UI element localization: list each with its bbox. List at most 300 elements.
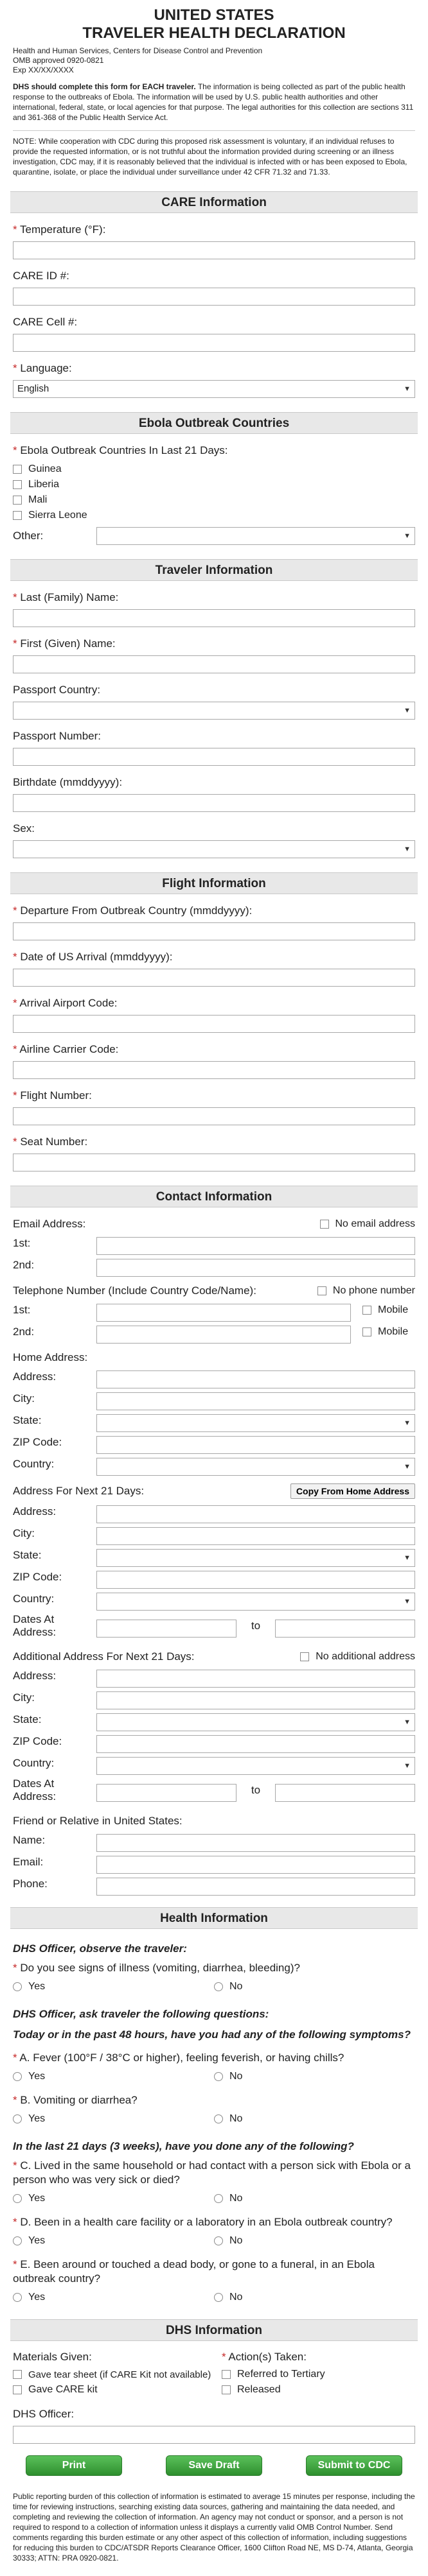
home-address-subhead bbox=[13, 1351, 415, 1364]
required-marker: * bbox=[13, 637, 21, 650]
divider bbox=[13, 130, 415, 131]
first-name-label: First (Given) Name: bbox=[20, 637, 116, 650]
temperature-input[interactable] bbox=[13, 241, 415, 259]
next21-date-from-input[interactable] bbox=[96, 1620, 236, 1638]
checkbox[interactable] bbox=[362, 1327, 371, 1336]
last-name-field bbox=[13, 591, 415, 627]
required-marker: * bbox=[13, 951, 21, 963]
checkbox[interactable] bbox=[13, 480, 22, 489]
print-button[interactable]: Print bbox=[26, 2455, 122, 2476]
instruction-bold: DHS should complete this form for EACH traveler. bbox=[13, 82, 196, 91]
row-label: Country: bbox=[13, 1593, 55, 1605]
next21-city-row bbox=[13, 1525, 415, 1543]
mobile-label: Mobile bbox=[378, 1304, 409, 1315]
care-id-field bbox=[13, 269, 415, 306]
question-c bbox=[13, 2159, 415, 2187]
additional-zip-row bbox=[13, 1733, 415, 1750]
page-header bbox=[13, 0, 415, 177]
form-title: TRAVELER HEALTH DECLARATION bbox=[82, 24, 346, 42]
row-label: Address: bbox=[13, 1505, 57, 1517]
no-label: No bbox=[229, 1981, 243, 1992]
mobile-label: Mobile bbox=[378, 1326, 409, 1337]
departure-label: Departure From Outbreak Country (mmddyyyy): bbox=[20, 904, 253, 917]
arrival-date-input[interactable] bbox=[13, 969, 415, 987]
seat-input[interactable] bbox=[13, 1154, 415, 1171]
phone-1-input[interactable] bbox=[96, 1304, 351, 1322]
to-label: to bbox=[251, 1784, 261, 1796]
instruction-text: The information is being collected as part of the public health response to the outbreaks of Ebola. The information will be used by U.S. public health authorities and other international, federal, state, or local agencies for that purpose. The legal authorities for this collection are sections 311 and 361-368 of the Public Health Service Act. bbox=[13, 82, 414, 122]
additional-address-input[interactable] bbox=[96, 1670, 415, 1688]
a-yes-option[interactable] bbox=[13, 2071, 214, 2082]
row-label: 2nd: bbox=[13, 1259, 35, 1271]
row-label: 2nd: bbox=[13, 1326, 35, 1338]
copy-home-address-button[interactable]: Copy From Home Address bbox=[290, 1483, 415, 1499]
row-label: Email: bbox=[13, 1856, 44, 1868]
friend-email-input[interactable] bbox=[96, 1856, 415, 1874]
checkbox[interactable] bbox=[13, 465, 22, 474]
next21-date-to-input[interactable] bbox=[275, 1620, 415, 1638]
chevron-down-icon: ▼ bbox=[404, 845, 411, 853]
row-label: 1st: bbox=[13, 1304, 31, 1316]
additional-address-row bbox=[13, 1667, 415, 1685]
temperature-label: Temperature (°F): bbox=[20, 223, 106, 236]
country-title: UNITED STATES bbox=[154, 6, 274, 24]
passport-number-field bbox=[13, 729, 415, 766]
no-additional-option[interactable] bbox=[300, 1651, 415, 1663]
care-kit-option[interactable] bbox=[13, 2382, 214, 2398]
checkbox[interactable] bbox=[362, 1306, 371, 1315]
row-label: Name: bbox=[13, 1834, 46, 1846]
temperature-field bbox=[13, 223, 415, 259]
passport-number-label: Passport Number: bbox=[13, 730, 101, 742]
yes-label: Yes bbox=[28, 2113, 46, 2124]
e-yes-option[interactable] bbox=[13, 2292, 214, 2303]
released-label: Released bbox=[237, 2384, 281, 2395]
health-section-header: Health Information bbox=[10, 1907, 418, 1929]
chevron-down-icon: ▼ bbox=[404, 707, 411, 714]
next21-label: Address For Next 21 Days: bbox=[13, 1485, 145, 1497]
yes-label: Yes bbox=[28, 1981, 46, 1992]
dhs-officer-label: DHS Officer: bbox=[13, 2408, 75, 2420]
passport-country-field bbox=[13, 683, 415, 720]
no-label: No bbox=[229, 2113, 243, 2124]
no-email-label: No email address bbox=[335, 1218, 415, 1229]
required-marker: * bbox=[13, 1962, 21, 1974]
checkbox[interactable] bbox=[13, 2385, 22, 2394]
birthdate-label: Birthdate (mmddyyyy): bbox=[13, 776, 123, 788]
country-option-mali[interactable] bbox=[13, 492, 415, 508]
row-label: State: bbox=[13, 1713, 42, 1725]
country-label: Sierra Leone bbox=[28, 510, 87, 521]
country-label: Guinea bbox=[28, 463, 62, 474]
required-marker: * bbox=[13, 362, 21, 374]
radio[interactable] bbox=[13, 2072, 22, 2081]
home-address-label: Home Address: bbox=[13, 1351, 88, 1363]
c-answer-group bbox=[13, 2191, 415, 2206]
yes-label: Yes bbox=[28, 2292, 46, 2303]
c-yes-option[interactable] bbox=[13, 2193, 214, 2204]
required-marker: * bbox=[13, 223, 21, 236]
required-marker: * bbox=[13, 904, 21, 917]
row-label: Dates At Address: bbox=[13, 1777, 57, 1802]
question-signs bbox=[13, 1961, 415, 1975]
yes-label: Yes bbox=[28, 2193, 46, 2204]
radio[interactable] bbox=[214, 1982, 223, 1991]
care-section-header: CARE Information bbox=[10, 191, 418, 213]
save-draft-button[interactable]: Save Draft bbox=[166, 2455, 262, 2476]
arrival-date-field bbox=[13, 950, 415, 987]
no-label: No bbox=[229, 2071, 243, 2082]
tear-sheet-label: Gave tear sheet (if CARE Kit not available) bbox=[28, 2369, 211, 2380]
airport-field bbox=[13, 996, 415, 1033]
radio[interactable] bbox=[214, 2293, 223, 2302]
sex-label: Sex: bbox=[13, 822, 35, 834]
care-id-label: CARE ID #: bbox=[13, 270, 69, 282]
radio[interactable] bbox=[13, 2236, 22, 2245]
no-phone-option[interactable] bbox=[317, 1285, 415, 1297]
chevron-down-icon: ▼ bbox=[404, 385, 411, 393]
country-label: Mali bbox=[28, 494, 48, 505]
friend-phone-row bbox=[13, 1875, 415, 1893]
first-name-field bbox=[13, 637, 415, 673]
dhs-section-header: DHS Information bbox=[10, 2319, 418, 2341]
birthdate-field bbox=[13, 775, 415, 812]
signs-yes-option[interactable] bbox=[13, 1981, 214, 1993]
b-no-option[interactable] bbox=[214, 2113, 415, 2125]
dhs-columns bbox=[13, 2350, 415, 2398]
no-label: No bbox=[229, 2235, 243, 2246]
row-label: Address: bbox=[13, 1370, 57, 1383]
action-buttons bbox=[26, 2455, 402, 2476]
row-label: Address: bbox=[13, 1670, 57, 1682]
ask-instruction: DHS Officer, ask traveler the following questions: bbox=[13, 2008, 269, 2020]
no-label: No bbox=[229, 2193, 243, 2204]
row-label: State: bbox=[13, 1549, 42, 1561]
email-subhead bbox=[13, 1218, 415, 1231]
released-option[interactable] bbox=[222, 2382, 415, 2398]
next21-subhead bbox=[13, 1483, 415, 1499]
last21-instruction: In the last 21 days (3 weeks), have you done any of the following? bbox=[13, 2140, 354, 2152]
other-country-row bbox=[13, 527, 415, 545]
observe-instruction: DHS Officer, observe the traveler: bbox=[13, 1942, 187, 1955]
phone-2-input[interactable] bbox=[96, 1326, 351, 1344]
airport-label: Arrival Airport Code: bbox=[19, 997, 118, 1009]
airport-input[interactable] bbox=[13, 1015, 415, 1033]
home-country-select[interactable] bbox=[96, 1458, 415, 1476]
traveler-section-header: Traveler Information bbox=[10, 559, 418, 581]
mobile-option-1[interactable] bbox=[362, 1304, 415, 1316]
a-answer-group bbox=[13, 2069, 415, 2084]
next21-address-input[interactable] bbox=[96, 1505, 415, 1523]
required-marker: * bbox=[13, 2052, 20, 2064]
home-address-row bbox=[13, 1368, 415, 1386]
additional-city-input[interactable] bbox=[96, 1691, 415, 1709]
language-select[interactable] bbox=[13, 380, 415, 398]
departure-input[interactable] bbox=[13, 922, 415, 940]
additional-state-select[interactable] bbox=[96, 1713, 415, 1731]
next21-dates-row bbox=[13, 1612, 415, 1640]
country-option-liberia[interactable] bbox=[13, 477, 415, 492]
country-label: Liberia bbox=[28, 479, 60, 490]
required-marker: * bbox=[222, 2351, 229, 2363]
question-text: C. Lived in the same household or had contact with a person sick with Ebola or a person who was very sick or died? bbox=[13, 2159, 411, 2186]
to-label: to bbox=[251, 1620, 261, 1632]
language-value: English bbox=[17, 383, 49, 394]
signs-no-option[interactable] bbox=[214, 1981, 415, 1993]
materials-label: Materials Given: bbox=[13, 2351, 92, 2363]
seat-label: Seat Number: bbox=[20, 1136, 88, 1148]
required-marker: * bbox=[13, 2159, 21, 2172]
required-marker: * bbox=[13, 2258, 21, 2270]
home-state-select[interactable] bbox=[96, 1414, 415, 1432]
no-email-option[interactable] bbox=[320, 1218, 416, 1230]
home-city-row bbox=[13, 1390, 415, 1408]
question-text: B. Vomiting or diarrhea? bbox=[20, 2094, 138, 2106]
radio[interactable] bbox=[214, 2236, 223, 2245]
required-marker: * bbox=[13, 1089, 21, 1102]
next21-zip-input[interactable] bbox=[96, 1571, 415, 1589]
question-d bbox=[13, 2215, 415, 2229]
notice-paragraph: NOTE: While cooperation with CDC during this proposed risk assessment is voluntary, if an individual refuses to provide the requested information, or is not truthful about the information provided during screening or an illness investigation, CDC may, if it is reasonably believed that the individual is infected with or has been exposed to Ebola, quarantine, isolate, or place the individual under surveillance under 42 CFR 71.32 and 71.33. bbox=[13, 137, 407, 177]
phone-subhead bbox=[13, 1284, 415, 1297]
row-label: City: bbox=[13, 1691, 35, 1704]
row-label: Country: bbox=[13, 1757, 55, 1769]
radio[interactable] bbox=[214, 2194, 223, 2203]
ebola-section-header: Ebola Outbreak Countries bbox=[10, 412, 418, 434]
row-label: 1st: bbox=[13, 1237, 31, 1249]
carrier-field bbox=[13, 1042, 415, 1079]
care-cell-input[interactable] bbox=[13, 334, 415, 352]
friend-subhead bbox=[13, 1815, 415, 1828]
actions-column bbox=[214, 2350, 415, 2398]
row-label: ZIP Code: bbox=[13, 1735, 62, 1747]
exp-line: Exp XX/XX/XXXX bbox=[13, 65, 74, 74]
email-1-row bbox=[13, 1234, 415, 1252]
no-phone-label: No phone number bbox=[332, 1285, 415, 1296]
seat-field bbox=[13, 1135, 415, 1171]
required-marker: * bbox=[13, 1043, 20, 1055]
additional-label: Additional Address For Next 21 Days: bbox=[13, 1650, 195, 1663]
chevron-down-icon: ▼ bbox=[404, 1718, 411, 1726]
submit-to-cdc-button[interactable]: Submit to CDC bbox=[306, 2455, 402, 2476]
radio[interactable] bbox=[13, 1982, 22, 1991]
next21-state-select[interactable] bbox=[96, 1549, 415, 1567]
passport-country-label: Passport Country: bbox=[13, 684, 101, 696]
ebola-countries-label: Ebola Outbreak Countries In Last 21 Days: bbox=[20, 444, 228, 456]
c-no-option[interactable] bbox=[214, 2193, 415, 2204]
country-checkbox-list bbox=[13, 462, 415, 523]
question-text: E. Been around or touched a dead body, or gone to a funeral, in an Ebola outbreak country? bbox=[13, 2258, 375, 2285]
question-text: D. Been in a health care facility or a laboratory in an Ebola outbreak country? bbox=[20, 2216, 393, 2228]
email-2-input[interactable] bbox=[96, 1259, 415, 1277]
chevron-down-icon: ▼ bbox=[404, 1419, 411, 1427]
row-label: Dates At Address: bbox=[13, 1613, 57, 1638]
d-no-option[interactable] bbox=[214, 2235, 415, 2247]
no-label: No bbox=[229, 2292, 243, 2303]
friend-name-input[interactable] bbox=[96, 1834, 415, 1852]
additional-state-row bbox=[13, 1711, 415, 1729]
email-label: Email Address: bbox=[13, 1218, 86, 1230]
checkbox[interactable] bbox=[222, 2385, 231, 2394]
d-answer-group bbox=[13, 2233, 415, 2249]
required-marker: * bbox=[13, 2216, 21, 2228]
additional-date-from-input[interactable] bbox=[96, 1784, 236, 1802]
next21-country-select[interactable] bbox=[96, 1593, 415, 1611]
checkbox[interactable] bbox=[13, 2370, 22, 2379]
radio[interactable] bbox=[13, 2194, 22, 2203]
agency-line: Health and Human Services, Centers for Disease Control and Prevention bbox=[13, 46, 263, 55]
past48-instruction: Today or in the past 48 hours, have you had any of the following symptoms? bbox=[13, 2028, 411, 2041]
email-1-input[interactable] bbox=[96, 1237, 415, 1255]
required-marker: * bbox=[13, 997, 20, 1009]
question-text: A. Fever (100°F / 38°C or higher), feeling feverish, or having chills? bbox=[19, 2052, 344, 2064]
checkbox[interactable] bbox=[13, 496, 22, 505]
e-answer-group bbox=[13, 2290, 415, 2305]
language-label: Language: bbox=[20, 362, 72, 374]
dhs-officer-input[interactable] bbox=[13, 2426, 415, 2444]
next21-zip-row bbox=[13, 1568, 415, 1586]
radio[interactable] bbox=[214, 2072, 223, 2081]
home-zip-row bbox=[13, 1433, 415, 1451]
row-label: State: bbox=[13, 1414, 42, 1426]
referred-option[interactable] bbox=[222, 2367, 415, 2382]
next21-city-input[interactable] bbox=[96, 1527, 415, 1545]
care-kit-label: Gave CARE kit bbox=[28, 2384, 98, 2395]
additional-subhead bbox=[13, 1650, 415, 1663]
flight-number-label: Flight Number: bbox=[20, 1089, 92, 1102]
additional-country-select[interactable] bbox=[96, 1757, 415, 1775]
language-field bbox=[13, 361, 415, 398]
next21-country-row bbox=[13, 1590, 415, 1608]
care-id-input[interactable] bbox=[13, 288, 415, 306]
departure-field bbox=[13, 904, 415, 940]
radio[interactable] bbox=[214, 2114, 223, 2123]
checkbox[interactable] bbox=[317, 1286, 326, 1295]
a-no-option[interactable] bbox=[214, 2071, 415, 2082]
home-country-row bbox=[13, 1455, 415, 1473]
question-b bbox=[13, 2093, 415, 2107]
no-additional-label: No additional address bbox=[316, 1651, 415, 1662]
home-state-row bbox=[13, 1412, 415, 1430]
actions-label: Action(s) Taken: bbox=[228, 2351, 307, 2363]
checkbox[interactable] bbox=[222, 2370, 231, 2379]
dhs-officer-field bbox=[13, 2407, 415, 2444]
home-zip-input[interactable] bbox=[96, 1436, 415, 1454]
ebola-countries-field bbox=[13, 444, 415, 545]
next21-address-row bbox=[13, 1503, 415, 1521]
materials-column bbox=[13, 2350, 214, 2398]
checkbox[interactable] bbox=[13, 511, 22, 520]
care-cell-label: CARE Cell #: bbox=[13, 316, 78, 328]
burden-statement: Public reporting burden of this collection of information is estimated to average 15 minutes per response, including the time for reviewing instructions, searching existing data sources, gathering and maintaining the data needed, and completing and reviewing the collection of information. An agency may not conduct or sponsor, and a person is not required to respond to a collection of information unless it displays a currently valid OMB Control Number. Send comments regarding this burden estimate or any other aspect of this collection of information, including suggestions for reducing this burden to CDC/ATSDR Reports Clearance Officer, 1600 Clifton Road NE, MS D-74, Atlanta, Georgia 30333; ATTN: PRA 0920-0821. bbox=[13, 2492, 415, 2563]
question-e bbox=[13, 2258, 415, 2286]
email-2-row bbox=[13, 1256, 415, 1274]
row-label: ZIP Code: bbox=[13, 1436, 62, 1448]
chevron-down-icon: ▼ bbox=[404, 1761, 411, 1770]
radio[interactable] bbox=[13, 2114, 22, 2123]
checkbox[interactable] bbox=[300, 1652, 309, 1661]
phone-1-row bbox=[13, 1301, 415, 1319]
row-label: City: bbox=[13, 1392, 35, 1405]
arrival-date-label: Date of US Arrival (mmddyyyy): bbox=[20, 951, 173, 963]
passport-country-select[interactable] bbox=[13, 702, 415, 720]
d-yes-option[interactable] bbox=[13, 2235, 214, 2247]
additional-dates-row bbox=[13, 1776, 415, 1804]
additional-date-to-input[interactable] bbox=[275, 1784, 415, 1802]
b-answer-group bbox=[13, 2111, 415, 2127]
contact-section-header: Contact Information bbox=[10, 1186, 418, 1207]
other-label: Other: bbox=[13, 530, 44, 542]
carrier-label: Airline Carrier Code: bbox=[19, 1043, 119, 1055]
flight-number-input[interactable] bbox=[13, 1107, 415, 1125]
referred-label: Referred to Tertiary bbox=[237, 2369, 325, 2380]
first-name-input[interactable] bbox=[13, 655, 415, 673]
home-city-input[interactable] bbox=[96, 1392, 415, 1410]
friend-phone-input[interactable] bbox=[96, 1878, 415, 1896]
chevron-down-icon: ▼ bbox=[404, 1553, 411, 1562]
additional-zip-input[interactable] bbox=[96, 1735, 415, 1753]
required-marker: * bbox=[13, 1136, 21, 1148]
flight-number-field bbox=[13, 1089, 415, 1125]
country-option-guinea[interactable] bbox=[13, 462, 415, 477]
signs-answer-group bbox=[13, 1979, 415, 1994]
instruction-paragraph bbox=[13, 82, 415, 123]
phone-label: Telephone Number (Include Country Code/Name): bbox=[13, 1284, 256, 1297]
row-label: ZIP Code: bbox=[13, 1571, 62, 1583]
phone-2-row bbox=[13, 1323, 415, 1341]
passport-number-input[interactable] bbox=[13, 748, 415, 766]
friend-name-row bbox=[13, 1831, 415, 1849]
row-label: City: bbox=[13, 1527, 35, 1539]
carrier-input[interactable] bbox=[13, 1061, 415, 1079]
friend-email-row bbox=[13, 1853, 415, 1871]
home-address-input[interactable] bbox=[96, 1370, 415, 1388]
birthdate-input[interactable] bbox=[13, 794, 415, 812]
row-label: Phone: bbox=[13, 1878, 48, 1890]
omb-line: OMB approved 0920-0821 bbox=[13, 56, 104, 65]
sex-select[interactable] bbox=[13, 840, 415, 858]
chevron-down-icon: ▼ bbox=[404, 1462, 411, 1471]
last-name-input[interactable] bbox=[13, 609, 415, 627]
yes-label: Yes bbox=[28, 2235, 46, 2246]
radio[interactable] bbox=[13, 2293, 22, 2302]
tear-sheet-option[interactable] bbox=[13, 2367, 214, 2382]
yes-label: Yes bbox=[28, 2071, 46, 2082]
b-yes-option[interactable] bbox=[13, 2113, 214, 2125]
mobile-option-2[interactable] bbox=[362, 1326, 415, 1338]
e-no-option[interactable] bbox=[214, 2292, 415, 2303]
chevron-down-icon: ▼ bbox=[404, 1597, 411, 1605]
next21-state-row bbox=[13, 1546, 415, 1564]
care-cell-field bbox=[13, 315, 415, 352]
friend-label: Friend or Relative in United States: bbox=[13, 1815, 183, 1827]
required-marker: * bbox=[13, 591, 21, 603]
chevron-down-icon: ▼ bbox=[404, 532, 411, 540]
sex-field bbox=[13, 822, 415, 858]
question-text: Do you see signs of illness (vomiting, diarrhea, bleeding)? bbox=[20, 1962, 300, 1974]
required-marker: * bbox=[13, 444, 21, 456]
last-name-label: Last (Family) Name: bbox=[20, 591, 119, 603]
row-label: Country: bbox=[13, 1458, 55, 1470]
required-marker: * bbox=[13, 2094, 21, 2106]
additional-city-row bbox=[13, 1689, 415, 1707]
flight-section-header: Flight Information bbox=[10, 872, 418, 894]
other-country-select[interactable] bbox=[96, 527, 415, 545]
country-option-sierra-leone[interactable] bbox=[13, 508, 415, 523]
checkbox[interactable] bbox=[320, 1220, 329, 1229]
additional-country-row bbox=[13, 1754, 415, 1772]
question-a bbox=[13, 2051, 415, 2065]
